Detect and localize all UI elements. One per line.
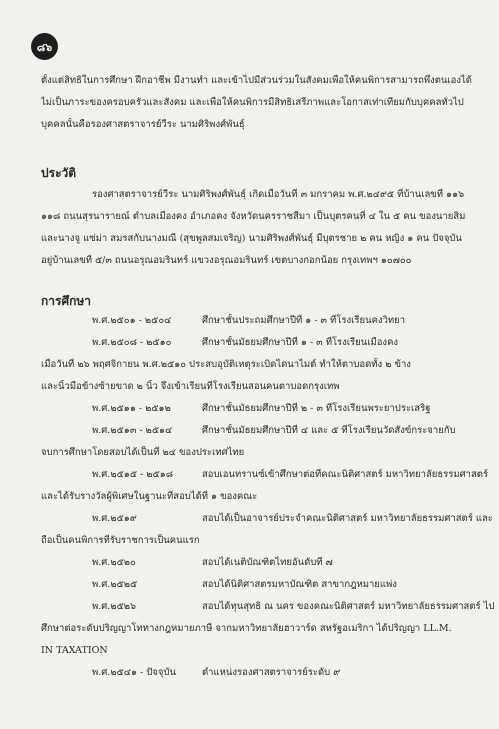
education-text: จบการศึกษาโดยสอบได้เป็นที่ ๒๔ ของประเทศไทย bbox=[41, 447, 245, 458]
education-entry bbox=[92, 424, 456, 437]
education-text: ศึกษาชั้นมัธยมศึกษาปีที่ ๒ - ๓ ที่โรงเรียนพระยาประเสริฐ bbox=[202, 403, 431, 414]
section-heading-biography: ประวัติ bbox=[41, 166, 77, 180]
education-text: ศึกษาต่อระดับปริญญาโททางกฎหมายภาษี จากมหาวิทยาลัยฮาวาร์ด สหรัฐอเมริกา ได้ปริญญา LL.M. bbox=[41, 623, 452, 634]
education-entry bbox=[92, 314, 405, 327]
education-text: ตำแหน่งรองศาสตราจารย์ระดับ ๙ bbox=[202, 667, 341, 678]
education-entry bbox=[92, 556, 333, 569]
intro-line: ไม่เป็นภาระของครอบครัวและสังคม และเพื่อให้คนพิการมีสิทธิเสรีภาพและโอกาสเท่าเทียมกับบุคคลทั่วไป bbox=[41, 97, 464, 108]
education-text: และได้รับรางวัลผู้พิเศษในฐานะที่สอบได้ที่ ๑ ของคณะ bbox=[41, 491, 258, 502]
education-entry bbox=[92, 512, 493, 525]
education-continuation bbox=[41, 534, 200, 547]
education-year: พ.ศ.๒๕๐๑ - ๒๕๐๔ bbox=[92, 315, 172, 326]
education-continuation bbox=[41, 380, 340, 393]
page-number-badge: ๘๖ bbox=[31, 33, 58, 60]
education-text: ศึกษาชั้นประถมศึกษาปีที่ ๑ - ๓ ที่โรงเรียนคงวิทยา bbox=[202, 315, 406, 326]
education-text: และนิ้วมือข้างซ้ายขาด ๒ นิ้ว จึงเข้าเรียนที่โรงเรียนสอนคนตาบอดกรุงเทพ bbox=[41, 381, 340, 392]
education-continuation bbox=[41, 644, 108, 657]
education-year: พ.ศ.๒๕๒๖ bbox=[92, 601, 137, 612]
education-entry bbox=[92, 336, 398, 349]
education-entry bbox=[92, 600, 494, 613]
biography-line: อยู่บ้านเลขที่ ๕/๓ ถนนอรุณอมรินทร์ แขวงอรุณอมรินทร์ เขตบางกอกน้อย กรุงเทพฯ ๑๐๗๐๐ bbox=[41, 255, 412, 266]
education-entry bbox=[92, 578, 397, 591]
education-entry bbox=[92, 468, 488, 481]
education-year: พ.ศ.๒๕๒๕ bbox=[92, 579, 138, 590]
education-year: พ.ศ.๒๕๑๓ - ๒๕๑๔ bbox=[92, 425, 173, 436]
education-text: สอบได้เนติบัณฑิตไทยอันดับที่ ๗ bbox=[202, 557, 333, 568]
education-continuation bbox=[41, 358, 411, 371]
education-text: สอบเอนทรานซ์เข้าศึกษาต่อที่คณะนิติศาสตร์ มหาวิทยาลัยธรรมศาสตร์ bbox=[202, 469, 489, 480]
intro-line: บุคคลนั้นคือรองศาสตราจารย์วีระ นามศิริพงศ์พันธุ์ bbox=[41, 119, 245, 130]
section-heading-education: การศึกษา bbox=[41, 294, 91, 308]
education-entry bbox=[92, 402, 430, 415]
biography-line: ๑๑๘ ถนนสุรนารายณ์ ตำบลเมืองคง อำเภอคง จังหวัดนครราชสีมา เป็นบุตรคนที่ ๔ ใน ๕ คน ของนายสิม bbox=[41, 211, 466, 222]
education-text: ศึกษาชั้นมัธยมศึกษาปีที่ ๑ - ๓ ที่โรงเรียนเมืองคง bbox=[202, 337, 399, 348]
education-entry bbox=[92, 666, 340, 679]
education-text: ศึกษาชั้นมัธยมศึกษาปีที่ ๔ และ ๕ ที่โรงเรียนวัดสังข์กระจายกับ bbox=[202, 425, 456, 436]
education-text: สอบได้เป็นอาจารย์ประจำคณะนิติศาสตร์ มหาวิทยาลัยธรรมศาสตร์ และ bbox=[202, 513, 493, 524]
education-year: พ.ศ.๒๕๑๙ bbox=[92, 513, 137, 524]
education-text: สอบได้ทุนสุทธิ ณ นคร ของคณะนิติศาสตร์ มหาวิทยาลัยธรรมศาสตร์ ไป bbox=[202, 601, 495, 612]
education-year: พ.ศ.๒๕๐๘ - ๒๕๑๐ bbox=[92, 337, 172, 348]
education-continuation bbox=[41, 446, 244, 459]
education-continuation bbox=[41, 622, 452, 635]
education-text: สอบได้นิติศาสตรมหาบัณฑิต สาขากฎหมายแพ่ง bbox=[202, 579, 397, 590]
education-year: พ.ศ.๒๕๔๑ - ปัจจุบัน bbox=[92, 667, 176, 678]
education-year: พ.ศ.๒๕๒๐ bbox=[92, 557, 136, 568]
biography-line: รองศาสตราจารย์วีระ นามศิริพงศ์พันธุ์ เกิดเมื่อวันที่ ๓ มกราคม พ.ศ.๒๔๙๕ ที่บ้านเลขที่ ๑๑๖ bbox=[92, 189, 465, 200]
education-year: พ.ศ.๒๕๑๑ - ๒๕๑๒ bbox=[92, 403, 171, 414]
education-continuation bbox=[41, 490, 257, 503]
biography-line: และนางจู แซ่ม่า สมรสกับนางมณี (สุขพูลสมเจริญ) นามศิริพงศ์พันธุ์ มีบุตรชาย ๒ คน หญิง ๑ คน ปัจจุบัน bbox=[41, 233, 462, 244]
education-year: พ.ศ.๒๕๑๕ - ๒๕๑๘ bbox=[92, 469, 174, 480]
education-text: ถือเป็นคนพิการที่รับราชการเป็นคนแรก bbox=[41, 535, 200, 546]
education-text: IN TAXATION bbox=[41, 645, 108, 656]
intro-line: ตั้งแต่สิทธิในการศึกษา ฝึกอาชีพ มีงานทำ และเข้าไปมีส่วนร่วมในสังคมเพื่อให้คนพิการสามารถพึ่งตนเองได้ bbox=[41, 75, 472, 86]
education-text: เมื่อวันที่ ๒๖ พฤศจิกายน พ.ศ.๒๕๑๐ ประสบอุบัติเหตุระเบิดไดนาไมต์ ทำให้ตาบอดทั้ง ๒ ข้าง bbox=[41, 359, 411, 370]
